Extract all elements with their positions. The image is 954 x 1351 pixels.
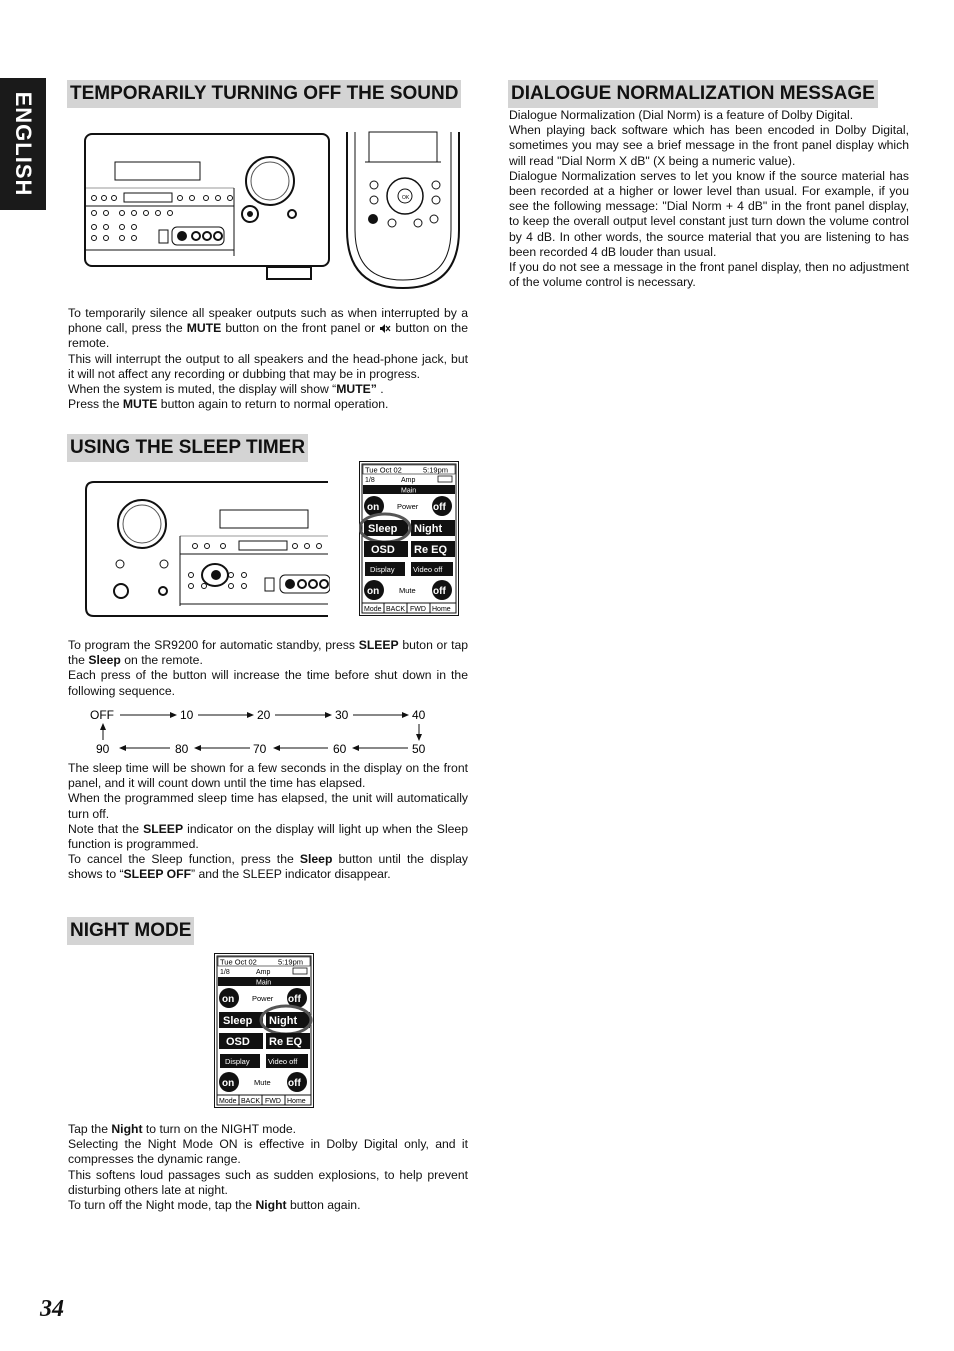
seq-bottom-0: 90 [96,742,110,756]
rs2-videooff: Video off [268,1057,298,1066]
rs2-date: Tue Oct 02 [220,957,257,967]
sleep-sequence-diagram [80,704,440,762]
sleep-text-2: The sleep time will be shown for a few seconds in the display on the front panel, and it will count down until the time has elapsed. When the programmed sleep time has elapsed, the unit will automatically turn off. Note that the SLEEP indicator on the display will light up when the Sleep function is programmed. To cancel the Sleep function, press the Sleep button until the display shows to “SLEEP OFF” and the SLEEP indicator disappear. [68,761,469,882]
rs2-on-1: on [222,994,235,1005]
rs1-display: Display [370,565,395,574]
night-text: Tap the Night to turn on the NIGHT mode. Selecting the Night Mode ON is effective in Dolby Digital only, and it compresses the dynamic range. This softens loud passages such as sudden explosions, to help prevent disturbing others late at night. To turn off the Night mode, tap the Night button again. [68,1122,468,1213]
seq-top-2: 20 [257,708,271,722]
seq-top-4: 40 [412,708,426,722]
rs1-power: Power [397,502,419,511]
seq-top-0: OFF [90,708,114,722]
rs2-off-1: off [288,994,301,1005]
remote-screen-night [214,953,314,1108]
rs1-home: Home [432,606,451,613]
mute-heading: TEMPORARILY TURNING OFF THE SOUND [67,80,461,108]
receiver-sleep-illustration [84,478,330,620]
seq-top-3: 30 [335,708,349,722]
rs2-on-2: on [222,1078,235,1089]
receiver-front-panel-illustration [84,130,334,282]
dialnorm-heading: DIALOGUE NORMALIZATION MESSAGE [508,80,878,108]
remote-screen-sleep [359,461,459,616]
rs1-off-1: off [433,502,446,513]
page-number: 34 [40,1296,64,1322]
rs2-page: 1/8 [220,969,230,976]
svg-text:OK: OK [402,195,410,201]
rs2-power: Power [252,994,274,1003]
sleep-heading: USING THE SLEEP TIMER [67,434,308,462]
remote-control-illustration [345,130,465,290]
rs1-date: Tue Oct 02 [365,465,402,475]
rs2-sleep: Sleep [223,1015,253,1027]
rs2-mute: Mute [254,1078,271,1087]
rs2-time: 5:19pm [278,957,304,967]
seq-bottom-3: 60 [333,742,347,756]
language-label: ENGLISH [11,91,36,197]
rs1-night: Night [414,523,443,535]
seq-bottom-4: 50 [412,742,426,756]
night-heading: NIGHT MODE [67,917,194,945]
rs1-mute: Mute [399,586,416,595]
rs1-device: Amp [401,477,416,484]
rs2-night: Night [269,1015,298,1027]
rs1-fwd: FWD [410,606,426,613]
rs1-time: 5:19pm [423,465,449,475]
rs1-videooff: Video off [413,565,443,574]
rs2-display: Display [225,1057,250,1066]
mute-speaker-icon [379,323,391,334]
rs1-mode: Mode [364,606,382,613]
rs1-back: BACK [386,606,406,613]
rs2-fwd: FWD [265,1098,281,1105]
rs2-device: Amp [256,969,271,976]
rs2-off-2: off [288,1078,301,1089]
rs2-osd: OSD [226,1036,250,1048]
seq-top-1: 10 [180,708,194,722]
rs2-home: Home [287,1098,306,1105]
dialnorm-text: Dialogue Normalization (Dial Norm) is a feature of Dolby Digital. When playing back software which has been encoded in Dolby Digital, sometimes you may see a brief message in the front panel display which will read "Dial Norm X dB" (X being a numeric value). Dialogue Normalization serves to let you know if the source material has been recorded at a higher or lower level than usual. For example, if you see the following message: "Dial Norm + 4 dB" in the front panel display, to keep the overall output level constant just turn down the volume control by 4 dB. In other words, the source material that you are listening to has been recorded 4 dB louder than usual. If you do not see a message in the front panel display, then no adjustment of the volume control is necessary. [509,108,909,290]
rs1-sleep: Sleep [368,523,398,535]
rs1-off-2: off [433,586,446,597]
seq-bottom-2: 70 [253,742,267,756]
rs1-menu: Main [401,487,417,495]
rs1-on-2: on [367,586,380,597]
rs1-reeq: Re EQ [414,544,448,556]
rs1-page: 1/8 [365,477,375,484]
sleep-text-1: To program the SR9200 for automatic standby, press SLEEP buton or tap the Sleep on the remote. Each press of the button will increase the time before shut down in the following sequence. [68,638,469,698]
rs1-on-1: on [367,502,380,513]
rs2-menu: Main [256,979,272,987]
rs2-mode: Mode [219,1098,237,1105]
language-tab [0,78,46,210]
rs2-back: BACK [241,1098,261,1105]
rs2-reeq: Re EQ [269,1036,303,1048]
seq-bottom-1: 80 [175,742,189,756]
rs1-osd: OSD [371,544,395,556]
mute-text: To temporarily silence all speaker outputs such as when interrupted by a phone call, press the MUTE button on the front panel or button on the remote. This will interrupt the output to all speakers and the head-phone jack, but it will not affect any recording or dubbing that may be in progress. When the system is muted, the display will show “MUTE” . Press the MUTE button again to return to normal operation. [68,306,468,412]
